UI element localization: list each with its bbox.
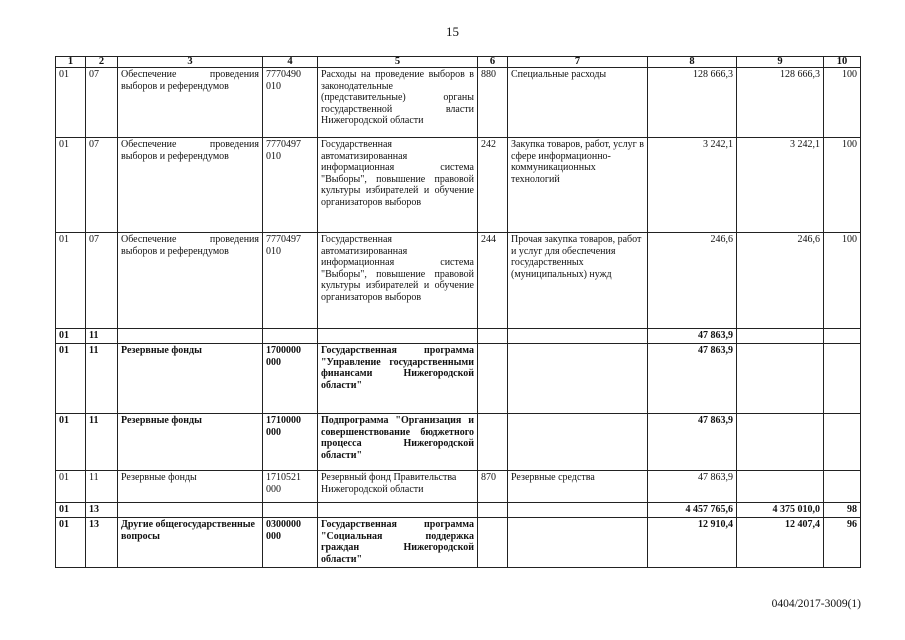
subsection-name	[118, 329, 263, 344]
expense-type-code	[478, 329, 508, 344]
expense-type-name: Прочая закупка товаров, работ и услуг для обеспечения государственных (муниципальных) нужд	[508, 233, 648, 329]
amount-planned: 12 910,4	[648, 518, 737, 568]
amount-executed	[737, 471, 824, 503]
amount-executed: 128 666,3	[737, 68, 824, 138]
subsection-code: 11	[86, 344, 118, 414]
subsection-code: 07	[86, 233, 118, 329]
subsection-code: 11	[86, 414, 118, 471]
execution-percent: 100	[824, 233, 861, 329]
target-article-name: Резервный фонд Правительства Нижегородской области	[318, 471, 478, 503]
target-article-name: Государственная автоматизированная информационная система "Выборы", повышение правовой культуры избирателей и обучение организаторов выборов	[318, 233, 478, 329]
header-cell: 4	[263, 57, 318, 68]
amount-planned: 47 863,9	[648, 344, 737, 414]
expense-type-name: Специальные расходы	[508, 68, 648, 138]
subsection-name: Резервные фонды	[118, 414, 263, 471]
subsection-name: Обеспечение проведения выборов и референдумов	[118, 233, 263, 329]
subsection-code: 13	[86, 503, 118, 518]
subsection-name: Обеспечение проведения выборов и референдумов	[118, 68, 263, 138]
amount-planned: 47 863,9	[648, 471, 737, 503]
target-article-name: Государственная программа "Социальная поддержка граждан Нижегородской области"	[318, 518, 478, 568]
expense-type-name: Закупка товаров, работ, услуг в сфере информационно-коммуникационных технологий	[508, 138, 648, 233]
subsection-code: 13	[86, 518, 118, 568]
expense-type-name	[508, 414, 648, 471]
header-cell: 7	[508, 57, 648, 68]
execution-percent	[824, 471, 861, 503]
subsection-name: Другие общегосударственные вопросы	[118, 518, 263, 568]
amount-executed: 3 242,1	[737, 138, 824, 233]
header-cell: 10	[824, 57, 861, 68]
target-article-code: 1700000 000	[263, 344, 318, 414]
execution-percent: 98	[824, 503, 861, 518]
subsection-name	[118, 503, 263, 518]
section-code: 01	[56, 503, 86, 518]
table-header-row	[56, 57, 861, 68]
table-row	[56, 344, 861, 414]
subsection-code: 11	[86, 329, 118, 344]
expense-type-code	[478, 344, 508, 414]
table-row	[56, 471, 861, 503]
table-row	[56, 68, 861, 138]
execution-percent: 100	[824, 138, 861, 233]
subsection-name: Резервные фонды	[118, 471, 263, 503]
section-code: 01	[56, 329, 86, 344]
amount-planned: 47 863,9	[648, 414, 737, 471]
section-code: 01	[56, 344, 86, 414]
execution-percent	[824, 344, 861, 414]
amount-executed	[737, 329, 824, 344]
section-code: 01	[56, 233, 86, 329]
target-article-code: 7770497 010	[263, 138, 318, 233]
target-article-code: 1710000 000	[263, 414, 318, 471]
header-cell: 8	[648, 57, 737, 68]
expense-type-code	[478, 503, 508, 518]
amount-executed: 4 375 010,0	[737, 503, 824, 518]
table-row	[56, 138, 861, 233]
target-article-name	[318, 503, 478, 518]
header-cell: 2	[86, 57, 118, 68]
table-row	[56, 233, 861, 329]
subsection-code: 07	[86, 68, 118, 138]
expense-type-code: 244	[478, 233, 508, 329]
amount-executed	[737, 414, 824, 471]
header-cell: 3	[118, 57, 263, 68]
header-cell: 6	[478, 57, 508, 68]
expense-type-code	[478, 518, 508, 568]
page-number: 15	[446, 24, 459, 39]
section-code: 01	[56, 518, 86, 568]
amount-executed	[737, 344, 824, 414]
amount-executed: 12 407,4	[737, 518, 824, 568]
expense-type-code: 242	[478, 138, 508, 233]
table-row	[56, 503, 861, 518]
amount-planned: 4 457 765,6	[648, 503, 737, 518]
budget-table	[55, 56, 861, 568]
section-code: 01	[56, 68, 86, 138]
expense-type-name	[508, 329, 648, 344]
header-cell: 9	[737, 57, 824, 68]
execution-percent: 96	[824, 518, 861, 568]
target-article-name: Подпрограмма "Организация и совершенствование бюджетного процесса Нижегородской области"	[318, 414, 478, 471]
expense-type-name: Резервные средства	[508, 471, 648, 503]
target-article-code	[263, 503, 318, 518]
amount-planned: 3 242,1	[648, 138, 737, 233]
subsection-name: Резервные фонды	[118, 344, 263, 414]
target-article-code: 7770490 010	[263, 68, 318, 138]
expense-type-code	[478, 414, 508, 471]
execution-percent	[824, 414, 861, 471]
target-article-code: 7770497 010	[263, 233, 318, 329]
target-article-name: Государственная автоматизированная информационная система "Выборы", повышение правовой культуры избирателей и обучение организаторов выборов	[318, 138, 478, 233]
expense-type-name	[508, 344, 648, 414]
expense-type-code: 870	[478, 471, 508, 503]
amount-executed: 246,6	[737, 233, 824, 329]
target-article-code: 0300000 000	[263, 518, 318, 568]
target-article-name: Расходы на проведение выборов в законодательные (представительные) органы государственной власти Нижегородской области	[318, 68, 478, 138]
execution-percent	[824, 329, 861, 344]
section-code: 01	[56, 471, 86, 503]
expense-type-code: 880	[478, 68, 508, 138]
subsection-code: 11	[86, 471, 118, 503]
execution-percent: 100	[824, 68, 861, 138]
table-row	[56, 329, 861, 344]
table-row	[56, 518, 861, 568]
target-article-name	[318, 329, 478, 344]
table-row	[56, 414, 861, 471]
subsection-name: Обеспечение проведения выборов и референдумов	[118, 138, 263, 233]
amount-planned: 128 666,3	[648, 68, 737, 138]
header-cell: 1	[56, 57, 86, 68]
document-code: 0404/2017-3009(1)	[771, 598, 861, 610]
header-cell: 5	[318, 57, 478, 68]
target-article-code: 1710521 000	[263, 471, 318, 503]
expense-type-name	[508, 518, 648, 568]
amount-planned: 246,6	[648, 233, 737, 329]
amount-planned: 47 863,9	[648, 329, 737, 344]
expense-type-name	[508, 503, 648, 518]
subsection-code: 07	[86, 138, 118, 233]
target-article-code	[263, 329, 318, 344]
section-code: 01	[56, 414, 86, 471]
section-code: 01	[56, 138, 86, 233]
target-article-name: Государственная программа "Управление государственными финансами Нижегородской области"	[318, 344, 478, 414]
